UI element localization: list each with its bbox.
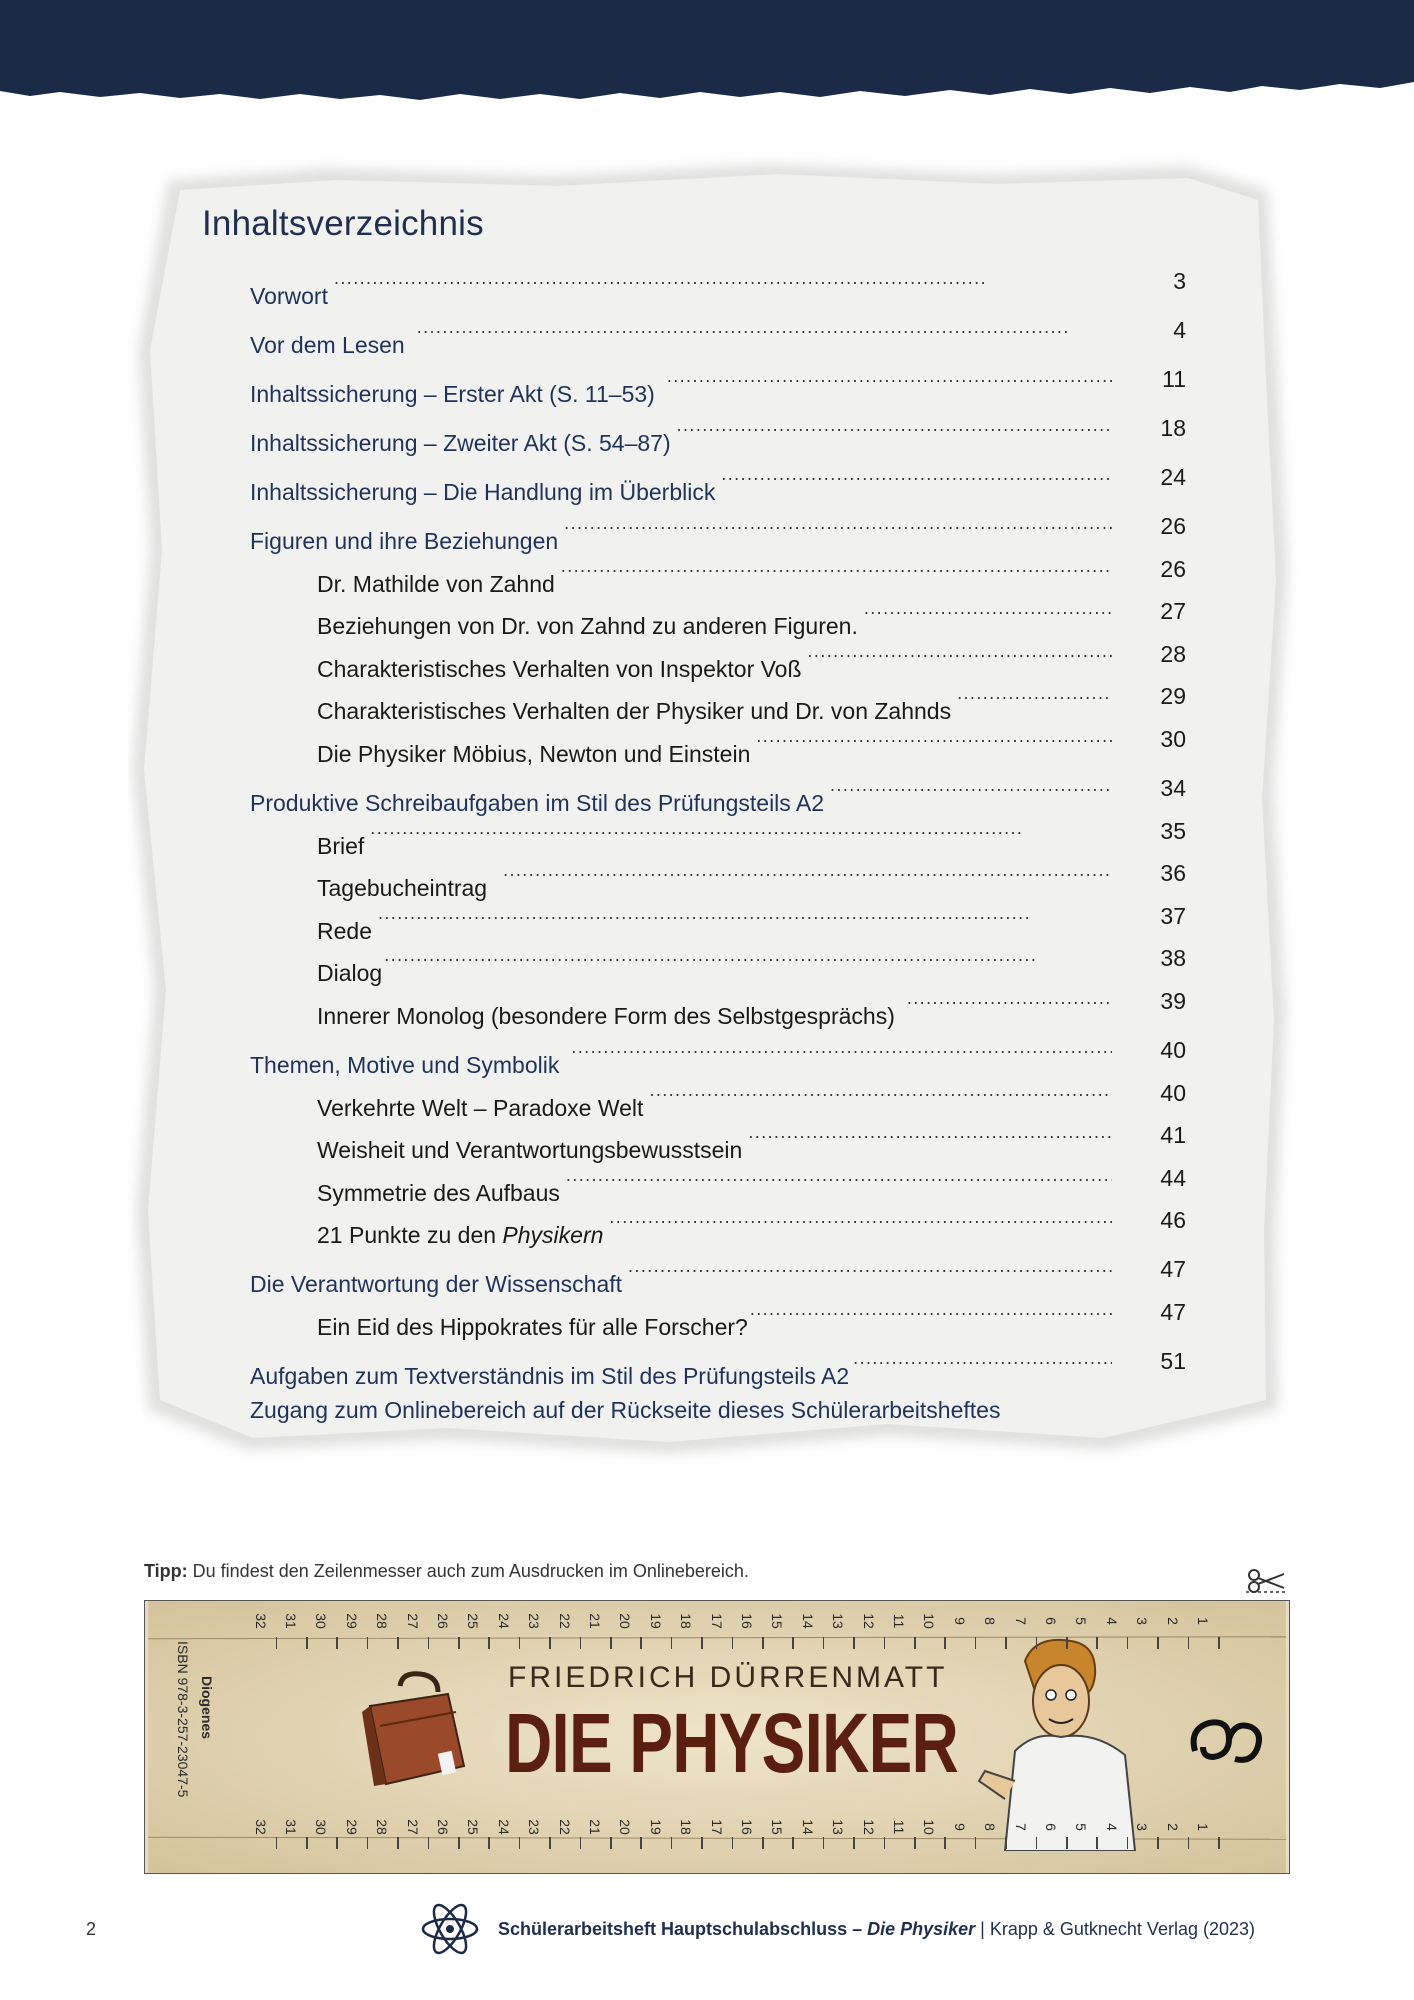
toc-subentry[interactable] [317, 818, 1186, 859]
toc-entry-label: Themen, Motive und Symbolik [250, 1052, 560, 1078]
ruler-tick-top [1157, 1637, 1159, 1649]
toc-entry-label: Figuren und ihre Beziehungen [250, 528, 559, 554]
ruler-number-bottom: 10 [921, 1819, 938, 1835]
toc-entry-online-access[interactable] [250, 1397, 1186, 1433]
toc-entry-label-text: 21 Punkte zu den [317, 1222, 503, 1248]
toc-entry-label: Beziehungen von Dr. von Zahnd zu anderen Figuren. [317, 613, 858, 639]
top-band [0, 0, 1414, 110]
ruler-number-top: 3 [1134, 1617, 1151, 1625]
ruler-number-bottom: 15 [769, 1819, 786, 1835]
dot-leader [378, 903, 1112, 924]
toc-entry[interactable] [250, 1348, 1186, 1389]
toc-page-number: 47 [1160, 1256, 1186, 1282]
ruler-number-top: 25 [465, 1613, 482, 1629]
dot-leader [628, 1256, 1112, 1277]
dot-leader [384, 945, 1112, 966]
dot-leader [756, 726, 1112, 747]
ruler-number-top: 16 [739, 1613, 755, 1629]
toc-entry-label: Die Verantwortung der Wissenschaft [250, 1271, 623, 1297]
ruler-number-top: 6 [1043, 1617, 1059, 1625]
ruler-number-top: 28 [374, 1613, 391, 1629]
toc-entry-label: Zugang zum Onlinebereich auf der Rückseite dieses Schülerarbeitsheftes [250, 1397, 1001, 1423]
ruler-tick-top [519, 1637, 521, 1649]
ruler-tick-bottom [792, 1837, 794, 1849]
ruler-tick-bottom [580, 1837, 582, 1849]
toc-page-number: 3 [1173, 268, 1186, 294]
toc-entry-label: Aufgaben zum Textverständnis im Stil des Prüfungsteils A2 [250, 1363, 850, 1389]
toc-entry-label: Ein Eid des Hippokrates für alle Forscher? [317, 1314, 748, 1340]
toc-page-number: 11 [1162, 366, 1186, 392]
toc-entry-label [317, 1222, 603, 1249]
ruler-number-top: 24 [495, 1613, 512, 1629]
toc-page-number: 34 [1160, 775, 1186, 801]
dot-leader [609, 1207, 1112, 1228]
toc-entry-label: Symmetrie des Aufbaus [317, 1180, 560, 1206]
dot-leader [566, 1165, 1112, 1186]
toc-entry[interactable] [250, 268, 1186, 309]
ruler-number-bottom: 22 [556, 1819, 573, 1835]
ruler-tick-top [914, 1637, 916, 1649]
ruler-tick-bottom [428, 1837, 430, 1849]
toc-page-number: 40 [1160, 1080, 1186, 1106]
ruler-tick-bottom [762, 1837, 764, 1849]
toc-entry[interactable] [250, 366, 1186, 407]
toc-page-number: 26 [1160, 556, 1186, 582]
toc-page-number: 44 [1160, 1165, 1186, 1191]
ruler-number-top: 2 [1164, 1617, 1181, 1625]
toc-entry-label: Brief [317, 833, 365, 859]
dot-leader [830, 775, 1112, 796]
ruler-number-top: 19 [647, 1613, 664, 1629]
ruler-tick-top [944, 1637, 946, 1649]
ruler-number-bottom: 11 [891, 1819, 907, 1835]
ruler-tick-bottom [397, 1837, 399, 1849]
ruler-number-bottom: 30 [313, 1819, 330, 1835]
ruler-number-bottom: 24 [495, 1819, 512, 1835]
dot-leader [334, 268, 1112, 289]
ruler-number-bottom: 20 [617, 1819, 634, 1835]
ruler-tick-top [580, 1637, 582, 1649]
toc-page-number: 47 [1160, 1299, 1186, 1325]
ruler-tick-bottom [732, 1837, 734, 1849]
ruler-number-bottom: 23 [526, 1819, 543, 1835]
toc-subentry[interactable] [317, 641, 1186, 682]
ruler-number-bottom: 3 [1134, 1823, 1151, 1831]
toc-page-number: 41 [1160, 1122, 1186, 1148]
toc-page-number: 39 [1160, 988, 1186, 1014]
ruler-tick-bottom [276, 1837, 278, 1849]
ruler-number-top: 14 [799, 1613, 816, 1629]
ruler-number-top: 15 [769, 1613, 786, 1629]
ruler-number-top: 1 [1195, 1617, 1211, 1625]
ruler-number-top: 7 [1012, 1617, 1029, 1625]
ruler-number-bottom: 8 [982, 1823, 999, 1831]
toc-subentry[interactable] [317, 903, 1186, 944]
toc-page-number: 37 [1160, 903, 1186, 929]
ruler-tick-top [975, 1637, 977, 1649]
ruler-tick-bottom [1005, 1837, 1007, 1849]
atom-icon [420, 1900, 480, 1958]
toc-entry-label: Vorwort [250, 283, 328, 309]
toc-page-number: 46 [1160, 1207, 1186, 1233]
ruler-number-bottom: 7 [1012, 1823, 1029, 1831]
toc-entry[interactable] [250, 464, 1186, 505]
toc-subentry[interactable] [317, 1299, 1186, 1340]
toc-subentry[interactable] [317, 988, 1186, 1029]
dot-leader [864, 598, 1112, 619]
dot-leader [564, 513, 1112, 534]
ruler-tick-bottom [1127, 1837, 1129, 1849]
diogenes-logo-icon [1185, 1711, 1265, 1771]
ruler-tick-bottom [914, 1837, 916, 1849]
toc-entry-label: Weisheit und Verantwortungsbewusstsein [317, 1137, 743, 1163]
toc-page-number: 24 [1160, 464, 1186, 490]
toc-page-number: 38 [1160, 945, 1186, 971]
ruler-tick-bottom [701, 1837, 703, 1849]
footer-publisher: | Krapp & Gutknecht Verlag (2023) [975, 1919, 1256, 1939]
ruler-tick-top [701, 1637, 703, 1649]
toc-entry-label: Inhaltssicherung – Erster Akt (S. 11–53) [250, 381, 655, 407]
dot-leader [721, 464, 1112, 485]
ruler-tick-top [276, 1637, 278, 1649]
toc-entry-label: Verkehrte Welt – Paradoxe Welt [317, 1095, 644, 1121]
dot-leader [503, 860, 1112, 881]
dot-leader [853, 1348, 1112, 1369]
footer-book: Die Physiker [867, 1919, 976, 1939]
ruler-tick-bottom [853, 1837, 855, 1849]
publisher-block [165, 1641, 215, 1841]
ruler-number-top: 12 [860, 1613, 877, 1629]
ruler-number-bottom: 31 [283, 1819, 299, 1835]
ruler-number-bottom: 26 [435, 1819, 451, 1835]
dot-leader [667, 366, 1112, 387]
ruler-tick-bottom [1036, 1837, 1038, 1849]
dot-leader [748, 1122, 1112, 1143]
toc-entry-label: Inhaltssicherung – Die Handlung im Überblick [250, 479, 716, 505]
ruler-tick-top [1066, 1637, 1068, 1649]
ruler-number-top: 21 [587, 1613, 603, 1629]
toc-entry-label: Dialog [317, 960, 383, 986]
ruler-tick-bottom [1188, 1837, 1190, 1849]
ruler-tick-bottom [306, 1837, 308, 1849]
ruler-number-top: 32 [252, 1613, 269, 1629]
ruler-tick-top [458, 1637, 460, 1649]
ruler-number-bottom: 16 [739, 1819, 755, 1835]
ruler-number-bottom: 18 [678, 1819, 695, 1835]
ruler-number-bottom: 28 [374, 1819, 391, 1835]
ruler-tick-top [610, 1637, 612, 1649]
ruler-number-bottom: 5 [1073, 1823, 1090, 1831]
ruler-tick-top [671, 1637, 673, 1649]
dot-leader [808, 641, 1112, 662]
ruler-tick-top [1188, 1637, 1190, 1649]
ruler-number-top: 5 [1073, 1617, 1090, 1625]
ruler-number-bottom: 1 [1195, 1823, 1211, 1831]
ruler-tick-top [853, 1637, 855, 1649]
ruler-number-top: 29 [343, 1613, 360, 1629]
ruler-number-bottom: 27 [404, 1819, 421, 1835]
toc-subentry[interactable] [317, 860, 1186, 901]
ruler-tick-top [1005, 1637, 1007, 1649]
toc-entry-label: Innerer Monolog (besondere Form des Selbstgesprächs) [317, 1003, 895, 1029]
ruler-number-top: 10 [921, 1613, 938, 1629]
toc-entry[interactable] [250, 415, 1186, 456]
toc-entry-label: Vor dem Lesen [250, 332, 405, 358]
toc-title: Inhaltsverzeichnis [202, 204, 484, 243]
toc-entry[interactable] [250, 513, 1186, 554]
ruler-number-top: 8 [982, 1617, 999, 1625]
toc-subentry[interactable] [317, 683, 1186, 724]
dot-leader [370, 818, 1112, 839]
ruler-tick-bottom [1157, 1837, 1159, 1849]
ruler-number-bottom: 6 [1043, 1823, 1059, 1831]
toc-entry-label: Dr. Mathilde von Zahnd [317, 571, 555, 597]
toc-entry[interactable] [250, 775, 1186, 816]
toc-page-number: 4 [1173, 317, 1186, 343]
ruler-tick-bottom [884, 1837, 886, 1849]
dot-leader [677, 415, 1112, 436]
footer-series: Schülerarbeitsheft Hauptschulabschluss – [498, 1919, 868, 1939]
ruler-tick-top [1127, 1637, 1129, 1649]
toc-entry[interactable] [250, 1037, 1186, 1078]
toc-entry-label: Inhaltssicherung – Zweiter Akt (S. 54–87) [250, 430, 671, 456]
ruler-number-top: 23 [526, 1613, 543, 1629]
ruler-number-top: 31 [283, 1613, 299, 1629]
ruler-tick-top [428, 1637, 430, 1649]
ruler-tick-top [367, 1637, 369, 1649]
toc-entry-label: Charakteristisches Verhalten der Physiker und Dr. von Zahnds [317, 698, 952, 724]
ruler-tick-top [884, 1637, 886, 1649]
ruler-tick-top [549, 1637, 551, 1649]
ruler-tick-top [792, 1637, 794, 1649]
ruler-tick-top [1218, 1637, 1220, 1649]
dot-leader [561, 556, 1112, 577]
ruler-tick-bottom [640, 1837, 642, 1849]
ruler-tick-bottom [367, 1837, 369, 1849]
ruler-tick-bottom [944, 1837, 946, 1849]
ruler-number-top: 18 [678, 1613, 695, 1629]
toc-subentry[interactable] [317, 726, 1186, 767]
ruler-number-top: 17 [708, 1613, 725, 1629]
isbn-text: ISBN 978-3-257-23047-5 [175, 1641, 191, 1798]
toc-entry-label-italic: Physikern [502, 1222, 604, 1248]
toc-entry-label: Charakteristisches Verhalten von Inspektor Voß [317, 656, 802, 682]
dot-leader [750, 1299, 1112, 1320]
toc-subentry[interactable] [317, 1122, 1186, 1163]
ruler-number-bottom: 13 [830, 1819, 847, 1835]
ruler-tick-top [336, 1637, 338, 1649]
book-title: DIE PHYSIKER [505, 1696, 959, 1790]
ruler-number-top: 22 [556, 1613, 573, 1629]
toc-entry-label: Rede [317, 918, 372, 944]
ruler-tick-bottom [1096, 1837, 1098, 1849]
suitcase-illustration [360, 1666, 470, 1796]
dot-leader [957, 683, 1112, 704]
tip-body: Du findest den Zeilenmesser auch zum Ausdrucken im Onlinebereich. [187, 1561, 749, 1581]
ruler-number-bottom: 14 [799, 1819, 816, 1835]
toc-page-number: 27 [1160, 598, 1186, 624]
ruler-number-top: 30 [313, 1613, 330, 1629]
line-ruler-bookmark [144, 1600, 1290, 1874]
ruler-number-bottom: 12 [860, 1819, 877, 1835]
ruler-number-top: 27 [404, 1613, 421, 1629]
ruler-tick-bottom [519, 1837, 521, 1849]
toc-entry[interactable] [250, 317, 1186, 358]
ruler-tick-bottom [671, 1837, 673, 1849]
ruler-number-bottom: 9 [951, 1823, 968, 1831]
toc-page-number: 36 [1160, 860, 1186, 886]
ruler-number-top: 20 [617, 1613, 634, 1629]
ruler-tick-top [732, 1637, 734, 1649]
toc-subentry[interactable] [317, 1165, 1186, 1206]
book-author: FRIEDRICH DÜRRENMATT [508, 1661, 948, 1694]
ruler-number-top: 9 [951, 1617, 968, 1625]
ruler-number-top: 13 [830, 1613, 847, 1629]
ruler-number-bottom: 29 [343, 1819, 360, 1835]
ruler-number-top: 4 [1103, 1617, 1120, 1625]
toc-page-number: 28 [1160, 641, 1186, 667]
publisher-name: Diogenes [199, 1676, 215, 1740]
toc-page-number: 35 [1160, 818, 1186, 844]
ruler-tick-bottom [823, 1837, 825, 1849]
tip-text [144, 1561, 749, 1582]
ruler-number-bottom: 19 [647, 1819, 664, 1835]
ruler-number-bottom: 2 [1164, 1823, 1181, 1831]
ruler-tick-bottom [488, 1837, 490, 1849]
ruler-tick-bottom [549, 1837, 551, 1849]
toc-page-number: 18 [1160, 415, 1186, 441]
ruler-tick-bottom [975, 1837, 977, 1849]
ruler-tick-top [823, 1637, 825, 1649]
ruler-number-top: 11 [891, 1613, 907, 1629]
ruler-tick-top [488, 1637, 490, 1649]
toc-entry-label: Produktive Schreibaufgaben im Stil des Prüfungsteils A2 [250, 790, 825, 816]
ruler-tick-top [1096, 1637, 1098, 1649]
ruler-tick-top [1036, 1637, 1038, 1649]
ruler-tick-top [306, 1637, 308, 1649]
toc-page-number: 40 [1160, 1037, 1186, 1063]
ruler-tick-bottom [336, 1837, 338, 1849]
ruler-tick-bottom [458, 1837, 460, 1849]
ruler-tick-bottom [1066, 1837, 1068, 1849]
dot-leader [907, 988, 1112, 1009]
toc-entry-label: Die Physiker Möbius, Newton und Einstein [317, 741, 751, 767]
toc-entry-label: Tagebucheintrag [317, 875, 488, 901]
ruler-number-bottom: 32 [252, 1819, 269, 1835]
toc-subentry[interactable] [317, 1080, 1186, 1121]
toc-page-number: 51 [1160, 1348, 1186, 1374]
toc-page-number: 29 [1160, 683, 1186, 709]
ruler-number-bottom: 4 [1103, 1823, 1120, 1831]
ruler-tick-bottom [1218, 1837, 1220, 1849]
footer-credits [498, 1919, 1255, 1940]
toc-page-number: 26 [1160, 513, 1186, 539]
ruler-tick-top [762, 1637, 764, 1649]
ruler-number-top: 26 [435, 1613, 451, 1629]
tip-prefix: Tipp: [144, 1561, 188, 1581]
dot-leader [571, 1037, 1112, 1058]
ruler-number-bottom: 25 [465, 1819, 482, 1835]
ruler-number-bottom: 21 [587, 1819, 603, 1835]
ruler-tick-top [397, 1637, 399, 1649]
dot-leader [417, 317, 1112, 338]
dot-leader [649, 1080, 1112, 1101]
ruler-number-bottom: 17 [708, 1819, 725, 1835]
toc-subentry[interactable] [317, 1207, 1186, 1248]
toc-page-number: 30 [1160, 726, 1186, 752]
toc-subentry[interactable] [317, 945, 1186, 986]
ruler-tick-top [640, 1637, 642, 1649]
page-number: 2 [86, 1919, 97, 1939]
toc-entry[interactable] [250, 1256, 1186, 1297]
ruler-tick-bottom [610, 1837, 612, 1849]
scissors-icon [1246, 1566, 1286, 1596]
toc-subentry[interactable] [317, 598, 1186, 639]
toc-subentry[interactable] [317, 556, 1186, 597]
